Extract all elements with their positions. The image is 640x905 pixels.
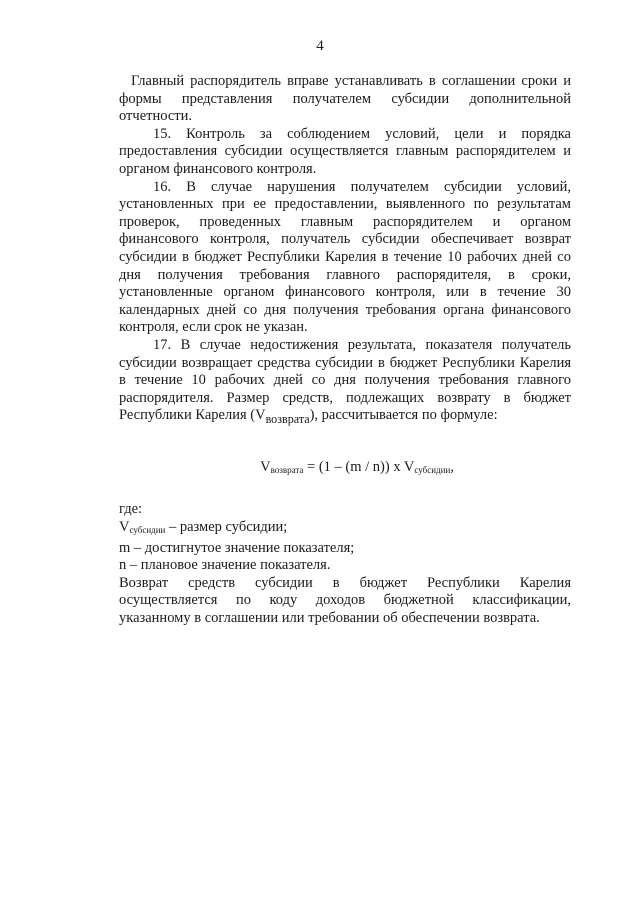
paragraph-return-procedure: Возврат средств субсидии в бюджет Республики Карелия осуществляется по коду доходов бюджетной классификации, указанному в соглашении или требовании об обеспечении возврата. xyxy=(119,574,571,626)
paragraph-17-subscript: возврата xyxy=(265,412,310,427)
definition-m: m – достигнутое значение показателя; xyxy=(119,539,355,556)
document-body xyxy=(119,73,571,628)
page-number: 4 xyxy=(316,38,324,54)
refund-formula xyxy=(119,459,571,480)
definition-v-letter: V xyxy=(119,518,130,535)
formula-v-subsidy-subscript: субсидии xyxy=(414,464,451,475)
paragraph-15: 15. Контроль за соблюдением условий, цели и порядка предоставления субсидии осуществляется главным распорядителем и органом финансового контроля. xyxy=(119,125,571,177)
paragraph-17-tail: ), рассчитывается по формуле: xyxy=(309,407,498,424)
definitions-where: где: xyxy=(119,501,143,518)
formula-v-return: V xyxy=(260,458,271,475)
formula-expression: = (1 – (m / n)) x V xyxy=(303,458,415,475)
formula-v-return-subscript: возврата xyxy=(270,464,304,475)
definition-v-text: – размер субсидии; xyxy=(165,518,288,535)
paragraph-16: 16. В случае нарушения получателем субсидии условий, установленных при ее предоставлении, выявленного по результатам проверок, проведенных главным распорядителем и органом финансового контроля, получатель субсидии обеспечивает возврат субсидии в бюджет Республики Карелия в течение 10 рабочих дней со дня получения требования главного распорядителя, в сроки, установленные органом финансового контроля, или в течение 30 календарных дней со дня получения требования органа финансового контроля, если срок не указан. xyxy=(119,178,571,336)
definition-v-subsidy xyxy=(119,519,571,540)
definition-v-subscript: субсидии xyxy=(129,524,166,535)
paragraph-reporting: Главный распорядитель вправе устанавливать в соглашении сроки и формы представления получателем субсидии дополнительной отчетности. xyxy=(119,73,571,125)
paragraph-17-text: 17. В случае недостижения результата, показателя получатель субсидии возвращает средства субсидии в бюджет Республики Карелия в течение 10 рабочих дней со дня получения требования главного распорядителя. Размер средств, подлежащих возврату в бюджет Республики Карелия (V xyxy=(119,336,571,424)
paragraph-17 xyxy=(119,337,571,429)
definition-n: n – плановое значение показателя. xyxy=(119,557,331,574)
formula-end: , xyxy=(450,458,454,475)
